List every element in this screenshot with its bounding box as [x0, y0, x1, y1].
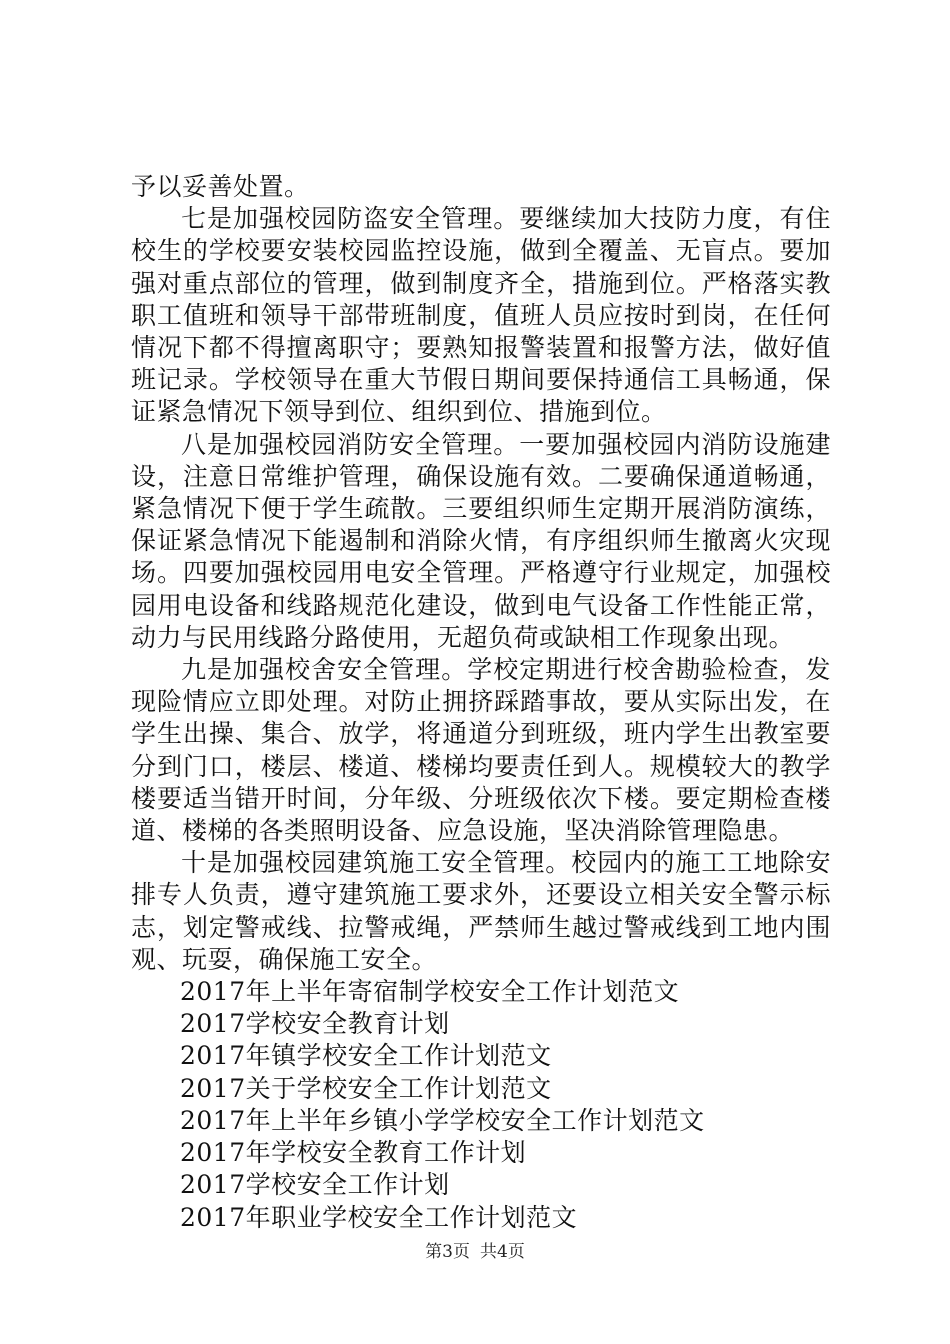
document-body: [131, 171, 831, 1234]
related-article-link[interactable]: 2017年上半年乡镇小学学校安全工作计划范文: [180, 1105, 705, 1135]
related-articles-list: [131, 976, 831, 1234]
page-footer: [0, 1240, 950, 1264]
paragraph-item-8-fire-safety: 八是加强校园消防安全管理。一要加强校园内消防设施建设，注意日常维护管理，确保设施有效。二要确保通道畅通，紧急情况下便于学生疏散。三要组织师生定期开展消防演练，保证紧急情况下能遏制和消除火情，有序组织师生撤离火灾现场。四要加强校园用电安全管理。严格遵守行业规定，加强校园用电设备和线路规范化建设，做到电气设备工作性能正常，动力与民用线路分路使用，无超负荷或缺相工作现象出现。: [131, 429, 831, 652]
related-article-link[interactable]: 2017年学校安全教育工作计划: [180, 1138, 527, 1168]
related-article-link[interactable]: 2017关于学校安全工作计划范文: [180, 1073, 552, 1103]
paragraph-item-7-theft-prevention: 七是加强校园防盗安全管理。要继续加大技防力度，有住校生的学校要安装校园监控设施，做到全覆盖、无盲点。要加强对重点部位的管理，做到制度齐全，措施到位。严格落实教职工值班和领导干部带班制度，值班人员应按时到岗，在任何情况下都不得擅离职守；要熟知报警装置和报警方法，做好值班记录。学校领导在重大节假日期间要保持通信工具畅通，保证紧急情况下领导到位、组织到位、措施到位。: [131, 204, 831, 427]
paragraph-item-9-building-safety: 九是加强校舍安全管理。学校定期进行校舍勘验检查，发现险情应立即处理。对防止拥挤踩踏事故，要从实际出发，在学生出操、集合、放学，将通道分到班级，班内学生出教室要分到门口，楼层、楼道、楼梯均要责任到人。规模较大的教学楼要适当错开时间，分年级、分班级依次下楼。要定期检查楼道、楼梯的各类照明设备、应急设施，坚决消除管理隐患。: [131, 655, 831, 846]
related-article-link[interactable]: 2017年镇学校安全工作计划范文: [180, 1041, 552, 1071]
related-article-link[interactable]: 2017年上半年寄宿制学校安全工作计划范文: [180, 977, 680, 1007]
paragraph-continuation: 予以妥善处置。: [131, 172, 310, 201]
page-total: 共4页: [480, 1242, 525, 1262]
paragraph-item-10-construction-safety: 十是加强校园建筑施工安全管理。校园内的施工工地除安排专人负责，遵守建筑施工要求外，还要设立相关安全警示标志，划定警戒线、拉警戒绳，严禁师生越过警戒线到工地内围观、玩耍，确保施工安全。: [131, 848, 831, 974]
related-article-link[interactable]: 2017学校安全工作计划: [180, 1170, 450, 1200]
related-article-link[interactable]: 2017学校安全教育计划: [180, 1009, 450, 1039]
related-article-link[interactable]: 2017年职业学校安全工作计划范文: [180, 1202, 578, 1232]
page-number: 第3页: [425, 1242, 470, 1262]
